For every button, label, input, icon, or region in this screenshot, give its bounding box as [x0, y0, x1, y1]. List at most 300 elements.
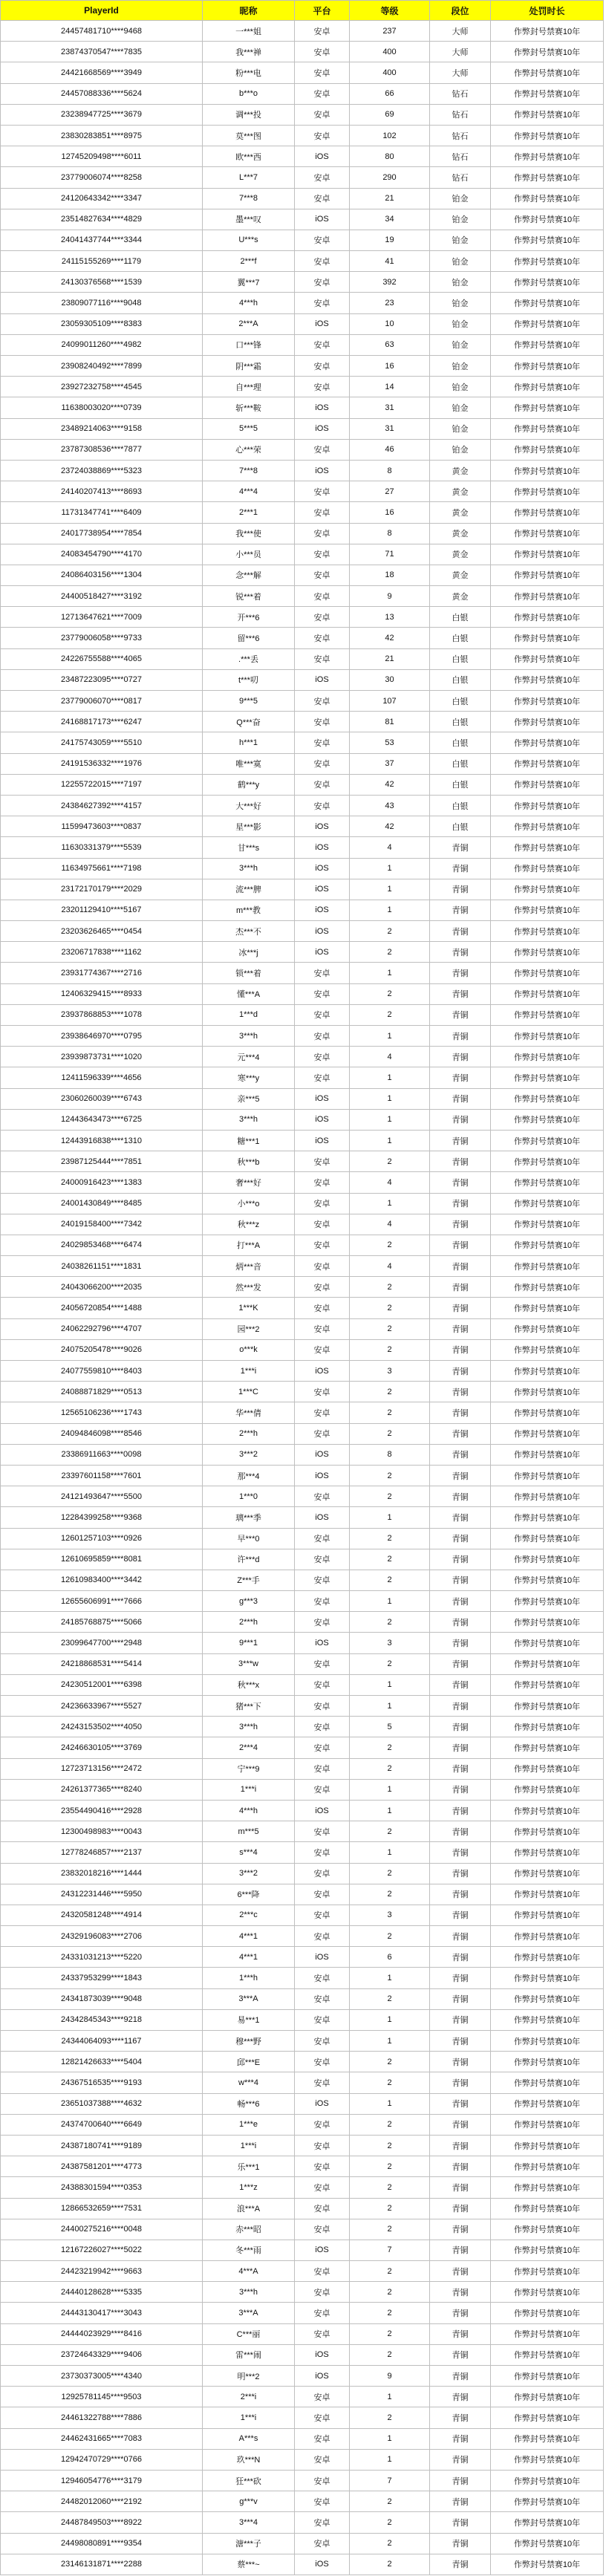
- cell-penalty: 作弊封号禁赛10年: [491, 2072, 604, 2093]
- cell-nickname: Q***奋: [203, 712, 295, 732]
- cell-penalty: 作弊封号禁赛10年: [491, 565, 604, 586]
- cell-level: 2: [350, 1570, 430, 1591]
- cell-player-id: 23987125444****7851: [1, 1151, 203, 1172]
- cell-player-id: 24001430849****8485: [1, 1194, 203, 1214]
- cell-rank: 青铜: [430, 2303, 491, 2323]
- cell-player-id: 24443130417****3043: [1, 2303, 203, 2323]
- cell-penalty: 作弊封号禁赛10年: [491, 105, 604, 126]
- cell-rank: 青铜: [430, 2534, 491, 2554]
- cell-platform: 安卓: [295, 1298, 350, 1318]
- cell-nickname: 园***2: [203, 1319, 295, 1340]
- cell-penalty: 作弊封号禁赛10年: [491, 1633, 604, 1653]
- cell-platform: iOS: [295, 816, 350, 837]
- cell-platform: 安卓: [295, 1654, 350, 1675]
- cell-nickname: m***教: [203, 900, 295, 921]
- cell-rank: 铂金: [430, 251, 491, 272]
- cell-level: 1: [350, 879, 430, 900]
- cell-player-id: 12300498983****0043: [1, 1821, 203, 1842]
- cell-nickname: 3***h: [203, 859, 295, 879]
- cell-rank: 铂金: [430, 440, 491, 461]
- cell-player-id: 24331031213****5220: [1, 1947, 203, 1968]
- cell-level: 16: [350, 502, 430, 523]
- cell-penalty: 作弊封号禁赛10年: [491, 1067, 604, 1088]
- cell-penalty: 作弊封号禁赛10年: [491, 2219, 604, 2240]
- cell-penalty: 作弊封号禁赛10年: [491, 816, 604, 837]
- cell-rank: 青铜: [430, 942, 491, 963]
- cell-nickname: U***s: [203, 230, 295, 251]
- cell-rank: 青铜: [430, 984, 491, 1005]
- cell-player-id: 12565106236****1743: [1, 1402, 203, 1423]
- cell-platform: iOS: [295, 1445, 350, 1466]
- cell-rank: 白银: [430, 754, 491, 775]
- cell-nickname: 秋***b: [203, 1151, 295, 1172]
- cell-rank: 青铜: [430, 2177, 491, 2198]
- cell-nickname: 1***i: [203, 1361, 295, 1382]
- cell-player-id: 24140207413****8693: [1, 481, 203, 502]
- cell-nickname: 1***e: [203, 2115, 295, 2136]
- cell-platform: iOS: [295, 2366, 350, 2387]
- cell-penalty: 作弊封号禁赛10年: [491, 1361, 604, 1382]
- cell-rank: 青铜: [430, 2199, 491, 2219]
- cell-penalty: 作弊封号禁赛10年: [491, 2450, 604, 2471]
- cell-nickname: 早***0: [203, 1529, 295, 1549]
- cell-player-id: 23489214063****9158: [1, 419, 203, 440]
- cell-platform: 安卓: [295, 1151, 350, 1172]
- cell-rank: 黄金: [430, 502, 491, 523]
- cell-rank: 青铜: [430, 1361, 491, 1382]
- cell-nickname: 宁***9: [203, 1759, 295, 1780]
- cell-nickname: 2***h: [203, 1612, 295, 1633]
- cell-player-id: 24168817173****6247: [1, 712, 203, 732]
- cell-player-id: 12443643473****6725: [1, 1110, 203, 1131]
- cell-nickname: 欧***西: [203, 146, 295, 167]
- cell-player-id: 24086403156****1304: [1, 565, 203, 586]
- cell-platform: 安卓: [295, 1277, 350, 1298]
- cell-platform: 安卓: [295, 167, 350, 188]
- cell-platform: 安卓: [295, 2156, 350, 2177]
- cell-platform: 安卓: [295, 2534, 350, 2554]
- cell-player-id: 24423219942****9663: [1, 2261, 203, 2282]
- cell-level: 2: [350, 2345, 430, 2366]
- cell-platform: 安卓: [295, 2324, 350, 2345]
- cell-penalty: 作弊封号禁赛10年: [491, 2303, 604, 2323]
- cell-penalty: 作弊封号禁赛10年: [491, 1445, 604, 1466]
- cell-platform: 安卓: [295, 1696, 350, 1717]
- cell-level: 2: [350, 2072, 430, 2093]
- cell-player-id: 23059305109****8383: [1, 314, 203, 335]
- cell-platform: 安卓: [295, 2177, 350, 2198]
- cell-level: 2: [350, 2491, 430, 2512]
- cell-rank: 青铜: [430, 1507, 491, 1528]
- cell-player-id: 12866532659****7531: [1, 2199, 203, 2219]
- cell-penalty: 作弊封号禁赛10年: [491, 2491, 604, 2512]
- cell-nickname: 炳***音: [203, 1256, 295, 1277]
- cell-platform: 安卓: [295, 754, 350, 775]
- cell-player-id: 23203626465****0454: [1, 921, 203, 942]
- cell-level: 2: [350, 2156, 430, 2177]
- cell-player-id: 12406329415****8933: [1, 984, 203, 1005]
- cell-level: 41: [350, 251, 430, 272]
- cell-player-id: 24400275216****0048: [1, 2219, 203, 2240]
- cell-level: 2: [350, 1821, 430, 1842]
- cell-penalty: 作弊封号禁赛10年: [491, 775, 604, 796]
- cell-player-id: 12443916838****1310: [1, 1131, 203, 1151]
- cell-nickname: 甘***s: [203, 837, 295, 858]
- cell-rank: 青铜: [430, 2240, 491, 2261]
- cell-player-id: 24017738954****7854: [1, 524, 203, 544]
- cell-level: 2: [350, 1402, 430, 1423]
- cell-nickname: 1***0: [203, 1486, 295, 1507]
- cell-penalty: 作弊封号禁赛10年: [491, 42, 604, 62]
- cell-platform: iOS: [295, 859, 350, 879]
- cell-level: 3: [350, 1361, 430, 1382]
- cell-penalty: 作弊封号禁赛10年: [491, 1256, 604, 1277]
- cell-level: 107: [350, 691, 430, 712]
- cell-level: 4: [350, 1172, 430, 1193]
- cell-player-id: 23730373005****4340: [1, 2366, 203, 2387]
- cell-nickname: 1***i: [203, 2407, 295, 2428]
- cell-nickname: 9***1: [203, 1633, 295, 1653]
- cell-level: 2: [350, 2282, 430, 2303]
- cell-player-id: 23238947725****3679: [1, 105, 203, 126]
- cell-rank: 青铜: [430, 1151, 491, 1172]
- cell-platform: iOS: [295, 921, 350, 942]
- cell-level: 30: [350, 670, 430, 691]
- cell-level: 1: [350, 2450, 430, 2471]
- cell-level: 2: [350, 2534, 430, 2554]
- cell-penalty: 作弊封号禁赛10年: [491, 2407, 604, 2428]
- cell-level: 21: [350, 649, 430, 670]
- cell-level: 42: [350, 628, 430, 648]
- cell-platform: 安卓: [295, 126, 350, 146]
- cell-rank: 青铜: [430, 921, 491, 942]
- cell-player-id: 24261377365****8240: [1, 1780, 203, 1801]
- cell-level: 10: [350, 314, 430, 335]
- cell-level: 1: [350, 1968, 430, 1988]
- cell-nickname: 3***A: [203, 1989, 295, 2010]
- cell-player-id: 24457088336****5624: [1, 84, 203, 105]
- cell-platform: 安卓: [295, 230, 350, 251]
- cell-rank: 青铜: [430, 1864, 491, 1884]
- cell-level: 31: [350, 397, 430, 418]
- cell-penalty: 作弊封号禁赛10年: [491, 272, 604, 293]
- cell-nickname: 心***荣: [203, 440, 295, 461]
- cell-penalty: 作弊封号禁赛10年: [491, 1570, 604, 1591]
- cell-penalty: 作弊封号禁赛10年: [491, 1884, 604, 1905]
- cell-rank: 青铜: [430, 1989, 491, 2010]
- cell-nickname: b***o: [203, 84, 295, 105]
- cell-level: 2: [350, 1864, 430, 1884]
- cell-penalty: 作弊封号禁赛10年: [491, 2177, 604, 2198]
- cell-level: 1: [350, 1696, 430, 1717]
- cell-level: 1: [350, 1842, 430, 1863]
- cell-rank: 青铜: [430, 1968, 491, 1988]
- cell-platform: iOS: [295, 837, 350, 858]
- cell-penalty: 作弊封号禁赛10年: [491, 2031, 604, 2052]
- cell-level: 1: [350, 2094, 430, 2115]
- cell-platform: 安卓: [295, 1780, 350, 1801]
- cell-platform: 安卓: [295, 84, 350, 105]
- cell-penalty: 作弊封号禁赛10年: [491, 2282, 604, 2303]
- cell-nickname: 秋***x: [203, 1675, 295, 1696]
- cell-level: 2: [350, 984, 430, 1005]
- cell-rank: 青铜: [430, 2345, 491, 2366]
- cell-player-id: 24218868531****5414: [1, 1654, 203, 1675]
- cell-nickname: 猪***下: [203, 1696, 295, 1717]
- cell-player-id: 12821426633****5404: [1, 2052, 203, 2072]
- cell-player-id: 23830283851****8975: [1, 126, 203, 146]
- cell-rank: 青铜: [430, 1382, 491, 1402]
- cell-level: 1: [350, 1591, 430, 1612]
- cell-penalty: 作弊封号禁赛10年: [491, 1759, 604, 1780]
- cell-player-id: 24191536332****1976: [1, 754, 203, 775]
- cell-rank: 铂金: [430, 189, 491, 209]
- cell-rank: 青铜: [430, 1067, 491, 1088]
- cell-platform: iOS: [295, 419, 350, 440]
- cell-rank: 黄金: [430, 565, 491, 586]
- cell-penalty: 作弊封号禁赛10年: [491, 754, 604, 775]
- cell-nickname: 9***5: [203, 691, 295, 712]
- cell-nickname: 亲***5: [203, 1089, 295, 1110]
- cell-rank: 铂金: [430, 314, 491, 335]
- header-platform: 平台: [295, 0, 350, 21]
- cell-rank: 青铜: [430, 1529, 491, 1549]
- cell-penalty: 作弊封号禁赛10年: [491, 1842, 604, 1863]
- cell-penalty: 作弊封号禁赛10年: [491, 419, 604, 440]
- cell-platform: 安卓: [295, 1842, 350, 1863]
- cell-platform: 安卓: [295, 2471, 350, 2491]
- cell-level: 2: [350, 1382, 430, 1402]
- cell-rank: 铂金: [430, 209, 491, 230]
- cell-penalty: 作弊封号禁赛10年: [491, 1654, 604, 1675]
- cell-level: 4: [350, 1214, 430, 1235]
- cell-platform: 安卓: [295, 984, 350, 1005]
- cell-platform: iOS: [295, 2240, 350, 2261]
- cell-rank: 青铜: [430, 2282, 491, 2303]
- cell-rank: 青铜: [430, 1801, 491, 1821]
- cell-penalty: 作弊封号禁赛10年: [491, 1529, 604, 1549]
- cell-penalty: 作弊封号禁赛10年: [491, 440, 604, 461]
- cell-player-id: 24461322788****7886: [1, 2407, 203, 2428]
- cell-nickname: 1***K: [203, 1298, 295, 1318]
- cell-player-id: 24029853468****6474: [1, 1235, 203, 1256]
- cell-level: 4: [350, 1047, 430, 1067]
- cell-level: 69: [350, 105, 430, 126]
- cell-rank: 青铜: [430, 1256, 491, 1277]
- cell-player-id: 24374700640****6649: [1, 2115, 203, 2136]
- cell-nickname: 2***h: [203, 1424, 295, 1445]
- cell-penalty: 作弊封号禁赛10年: [491, 1780, 604, 1801]
- cell-level: 80: [350, 146, 430, 167]
- cell-rank: 白银: [430, 649, 491, 670]
- cell-level: 1: [350, 1131, 430, 1151]
- cell-penalty: 作弊封号禁赛10年: [491, 2512, 604, 2533]
- cell-penalty: 作弊封号禁赛10年: [491, 461, 604, 481]
- cell-platform: 安卓: [295, 1529, 350, 1549]
- cell-platform: 安卓: [295, 1717, 350, 1737]
- cell-rank: 青铜: [430, 2429, 491, 2450]
- cell-level: 1: [350, 2429, 430, 2450]
- cell-nickname: 邱***E: [203, 2052, 295, 2072]
- cell-platform: 安卓: [295, 691, 350, 712]
- cell-player-id: 24043066200****2035: [1, 1277, 203, 1298]
- cell-rank: 铂金: [430, 272, 491, 293]
- cell-player-id: 24094846098****8546: [1, 1424, 203, 1445]
- cell-level: 46: [350, 440, 430, 461]
- cell-nickname: 2***4: [203, 1737, 295, 1758]
- cell-rank: 青铜: [430, 2512, 491, 2533]
- cell-platform: 安卓: [295, 1821, 350, 1842]
- cell-penalty: 作弊封号禁赛10年: [491, 314, 604, 335]
- header-penalty: 处罚时长: [491, 0, 604, 21]
- cell-penalty: 作弊封号禁赛10年: [491, 942, 604, 963]
- cell-penalty: 作弊封号禁赛10年: [491, 1194, 604, 1214]
- cell-penalty: 作弊封号禁赛10年: [491, 502, 604, 523]
- cell-player-id: 23099647700****2948: [1, 1633, 203, 1653]
- cell-level: 18: [350, 565, 430, 586]
- cell-rank: 钻石: [430, 167, 491, 188]
- cell-player-id: 11599473603****0837: [1, 816, 203, 837]
- cell-penalty: 作弊封号禁赛10年: [491, 167, 604, 188]
- cell-nickname: 奢***好: [203, 1172, 295, 1193]
- cell-penalty: 作弊封号禁赛10年: [491, 2240, 604, 2261]
- cell-player-id: 24099011260****4982: [1, 335, 203, 356]
- cell-platform: 安卓: [295, 62, 350, 83]
- cell-penalty: 作弊封号禁赛10年: [491, 1235, 604, 1256]
- cell-platform: 安卓: [295, 272, 350, 293]
- cell-platform: 安卓: [295, 1005, 350, 1026]
- cell-platform: 安卓: [295, 1989, 350, 2010]
- cell-rank: 青铜: [430, 859, 491, 879]
- cell-level: 2: [350, 1235, 430, 1256]
- cell-nickname: 3***h: [203, 1717, 295, 1737]
- cell-nickname: 3***h: [203, 1026, 295, 1047]
- cell-rank: 钻石: [430, 105, 491, 126]
- cell-nickname: 糖***1: [203, 1131, 295, 1151]
- cell-rank: 青铜: [430, 2491, 491, 2512]
- cell-rank: 铂金: [430, 397, 491, 418]
- cell-penalty: 作弊封号禁赛10年: [491, 2324, 604, 2345]
- cell-penalty: 作弊封号禁赛10年: [491, 712, 604, 732]
- cell-level: 3: [350, 1905, 430, 1926]
- cell-platform: 安卓: [295, 1570, 350, 1591]
- cell-platform: 安卓: [295, 1319, 350, 1340]
- cell-player-id: 23060260039****6743: [1, 1089, 203, 1110]
- cell-level: 2: [350, 2052, 430, 2072]
- cell-platform: iOS: [295, 1633, 350, 1653]
- cell-level: 2: [350, 1529, 430, 1549]
- cell-penalty: 作弊封号禁赛10年: [491, 1612, 604, 1633]
- cell-platform: 安卓: [295, 1382, 350, 1402]
- cell-level: 63: [350, 335, 430, 356]
- cell-platform: 安卓: [295, 712, 350, 732]
- cell-player-id: 24367516535****9193: [1, 2072, 203, 2093]
- cell-platform: 安卓: [295, 1549, 350, 1570]
- cell-level: 237: [350, 21, 430, 42]
- cell-level: 1: [350, 1675, 430, 1696]
- cell-platform: 安卓: [295, 1591, 350, 1612]
- cell-player-id: 24388301594****0353: [1, 2177, 203, 2198]
- cell-penalty: 作弊封号禁赛10年: [491, 691, 604, 712]
- cell-penalty: 作弊封号禁赛10年: [491, 1737, 604, 1758]
- cell-platform: 安卓: [295, 377, 350, 397]
- cell-nickname: 口***锋: [203, 335, 295, 356]
- cell-penalty: 作弊封号禁赛10年: [491, 2345, 604, 2366]
- cell-rank: 青铜: [430, 2471, 491, 2491]
- cell-platform: 安卓: [295, 1675, 350, 1696]
- cell-nickname: m***5: [203, 1821, 295, 1842]
- cell-nickname: h***1: [203, 732, 295, 753]
- cell-penalty: 作弊封号禁赛10年: [491, 921, 604, 942]
- cell-nickname: 打***A: [203, 1235, 295, 1256]
- cell-platform: 安卓: [295, 1968, 350, 1988]
- cell-level: 27: [350, 481, 430, 502]
- cell-penalty: 作弊封号禁赛10年: [491, 1089, 604, 1110]
- cell-platform: 安卓: [295, 2072, 350, 2093]
- cell-nickname: 4***1: [203, 1947, 295, 1968]
- cell-nickname: 3***4: [203, 2512, 295, 2533]
- cell-penalty: 作弊封号禁赛10年: [491, 126, 604, 146]
- cell-level: 2: [350, 1340, 430, 1361]
- cell-nickname: 雷***闹: [203, 2345, 295, 2366]
- cell-rank: 黄金: [430, 524, 491, 544]
- cell-level: 1: [350, 2031, 430, 2052]
- cell-player-id: 12942470729****0766: [1, 2450, 203, 2471]
- cell-level: 2: [350, 1612, 430, 1633]
- cell-nickname: 2***i: [203, 2387, 295, 2407]
- cell-player-id: 12411596339****4656: [1, 1067, 203, 1088]
- cell-level: 4: [350, 1256, 430, 1277]
- cell-rank: 青铜: [430, 2219, 491, 2240]
- cell-player-id: 24440128628****5335: [1, 2282, 203, 2303]
- cell-platform: 安卓: [295, 1759, 350, 1780]
- cell-player-id: 23487223095****0727: [1, 670, 203, 691]
- cell-nickname: 璃***季: [203, 1507, 295, 1528]
- cell-level: 2: [350, 2303, 430, 2323]
- cell-rank: 青铜: [430, 1737, 491, 1758]
- cell-penalty: 作弊封号禁赛10年: [491, 628, 604, 648]
- cell-platform: 安卓: [295, 1612, 350, 1633]
- cell-level: 37: [350, 754, 430, 775]
- cell-level: 2: [350, 1989, 430, 2010]
- cell-nickname: 4***h: [203, 1801, 295, 1821]
- cell-player-id: 23779006074****8258: [1, 167, 203, 188]
- cell-nickname: 3***h: [203, 1110, 295, 1131]
- cell-nickname: 2***f: [203, 251, 295, 272]
- cell-rank: 青铜: [430, 2156, 491, 2177]
- cell-rank: 青铜: [430, 2072, 491, 2093]
- cell-nickname: 玖***N: [203, 2450, 295, 2471]
- cell-penalty: 作弊封号禁赛10年: [491, 1591, 604, 1612]
- cell-platform: 安卓: [295, 1172, 350, 1193]
- cell-platform: iOS: [295, 900, 350, 921]
- cell-penalty: 作弊封号禁赛10年: [491, 1507, 604, 1528]
- cell-platform: iOS: [295, 1089, 350, 1110]
- cell-nickname: 寒***y: [203, 1067, 295, 1088]
- cell-player-id: 24075205478****9026: [1, 1340, 203, 1361]
- cell-penalty: 作弊封号禁赛10年: [491, 649, 604, 670]
- cell-penalty: 作弊封号禁赛10年: [491, 1466, 604, 1486]
- cell-level: 2: [350, 2177, 430, 2198]
- cell-rank: 黄金: [430, 481, 491, 502]
- cell-rank: 青铜: [430, 837, 491, 858]
- cell-platform: 安卓: [295, 2052, 350, 2072]
- cell-platform: 安卓: [295, 1194, 350, 1214]
- cell-nickname: 4***4: [203, 481, 295, 502]
- cell-rank: 青铜: [430, 1591, 491, 1612]
- cell-nickname: 元***4: [203, 1047, 295, 1067]
- cell-penalty: 作弊封号禁赛10年: [491, 859, 604, 879]
